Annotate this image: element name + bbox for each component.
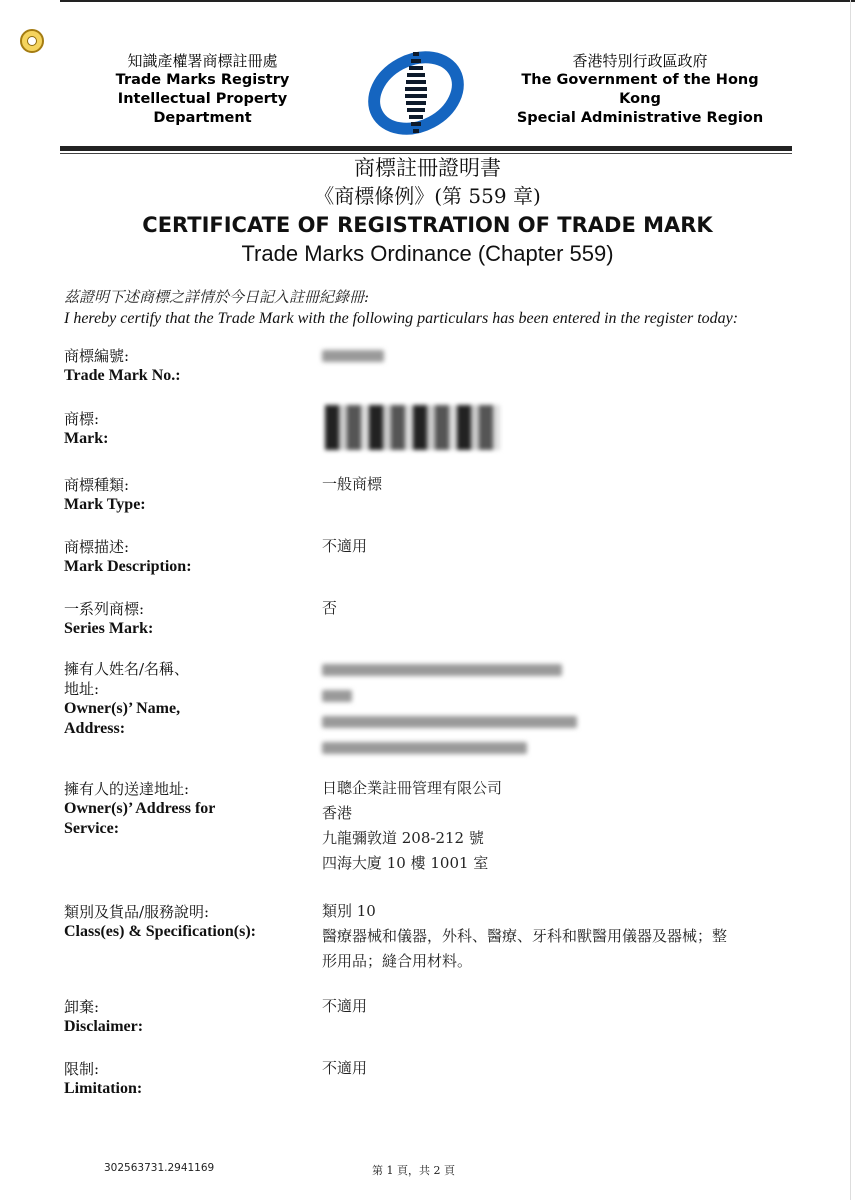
owner-redacted <box>322 658 802 762</box>
label-en: Service: <box>64 820 120 837</box>
header-right-en1: The Government of the Hong Kong <box>521 72 759 107</box>
address-line: 香港 <box>322 804 353 822</box>
address-line: 日聰企業註冊管理有限公司 <box>322 779 503 797</box>
address-line: 四海大廈 10 樓 1001 室 <box>322 854 489 872</box>
title-en: CERTIFICATE OF REGISTRATION OF TRADE MARK <box>142 213 713 237</box>
title-zh-ordinance: 《商標條例》(第 559 章) <box>314 184 541 208</box>
label-owner <box>64 659 189 739</box>
class-line: 類別 10 <box>322 902 376 920</box>
label-mark-description <box>64 537 192 577</box>
label-mark <box>64 409 108 449</box>
label-en: Limitation: <box>64 1080 143 1097</box>
label-en: Owner(s)’ Name, <box>64 700 181 717</box>
header-divider <box>60 146 792 151</box>
label-mark-type <box>64 475 146 515</box>
series-mark-value: 否 <box>322 599 338 617</box>
trade-mark-no-redacted <box>322 344 802 370</box>
label-class-specification <box>64 902 256 942</box>
label-zh: 地址: <box>64 680 100 698</box>
scan-edge <box>60 0 855 2</box>
redaction <box>322 664 562 676</box>
label-zh: 商標種類: <box>64 476 130 494</box>
limitation-value: 不適用 <box>322 1059 368 1077</box>
label-zh: 一系列商標: <box>64 600 145 618</box>
header-left <box>70 52 335 128</box>
specification-line: 形用品；縫合用材料。 <box>322 952 473 970</box>
certify-text-zh: 茲證明下述商標之詳情於今日記入註冊紀錄冊: <box>64 288 370 306</box>
header-right-en2: Special Administrative Region <box>516 110 764 126</box>
mark-description-value: 不適用 <box>322 537 368 555</box>
class-specification-value <box>322 899 802 974</box>
label-zh: 商標: <box>64 410 100 428</box>
footer-page-number: 第 1 頁，共 2 頁 <box>372 1164 455 1177</box>
certify-text-en: I hereby certify that the Trade Mark with the following particulars has been entered in the register today: <box>64 310 739 327</box>
label-disclaimer <box>64 997 143 1037</box>
label-zh: 卸棄: <box>64 998 100 1016</box>
label-zh: 擁有人姓名/名稱、 <box>64 660 190 678</box>
header-right <box>500 52 780 128</box>
header-divider-thin <box>60 153 792 154</box>
redaction <box>322 690 352 702</box>
label-zh: 擁有人的送達地址: <box>64 780 190 798</box>
label-zh: 商標描述: <box>64 538 130 556</box>
mark-type-value: 一般商標 <box>322 475 383 493</box>
label-en: Address: <box>64 720 126 737</box>
redaction <box>322 350 384 362</box>
label-en: Trade Mark No.: <box>64 367 181 384</box>
specification-line: 醫療器械和儀器，外科、醫療、牙科和獸醫用儀器及器械；整 <box>322 927 728 945</box>
redaction <box>322 716 577 728</box>
label-limitation <box>64 1059 142 1099</box>
label-en: Owner(s)’ Address for <box>64 800 216 817</box>
title-en-ordinance: Trade Marks Ordinance (Chapter 559) <box>241 241 614 266</box>
address-line: 九龍彌敦道 208-212 號 <box>322 829 484 847</box>
label-zh: 商標編號: <box>64 347 130 365</box>
redaction <box>322 742 527 754</box>
label-en: Series Mark: <box>64 620 154 637</box>
label-en: Mark: <box>64 430 109 447</box>
header-left-en1: Trade Marks Registry <box>115 72 290 88</box>
address-for-service-value <box>322 776 802 876</box>
disclaimer-value: 不適用 <box>322 997 368 1015</box>
mark-image-redacted <box>325 405 500 450</box>
title-zh: 商標註冊證明書 <box>354 156 501 180</box>
punch-hole-icon <box>20 29 44 53</box>
header-right-zh: 香港特別行政區政府 <box>572 52 708 70</box>
label-en: Disclaimer: <box>64 1018 144 1035</box>
label-trade-mark-no <box>64 346 181 386</box>
label-zh: 限制: <box>64 1060 100 1078</box>
label-en: Mark Type: <box>64 496 146 513</box>
label-address-for-service <box>64 779 215 839</box>
header-left-zh: 知識產權署商標註冊處 <box>127 52 278 70</box>
header-left-en2: Intellectual Property Department <box>117 91 288 126</box>
label-en: Mark Description: <box>64 558 192 575</box>
label-en: Class(es) & Specification(s): <box>64 923 256 940</box>
label-series-mark <box>64 599 153 639</box>
ipd-logo-icon <box>366 48 466 138</box>
label-zh: 類別及貨品/服務說明: <box>64 903 210 921</box>
footer-reference: 302563731.2941169 <box>104 1162 215 1174</box>
